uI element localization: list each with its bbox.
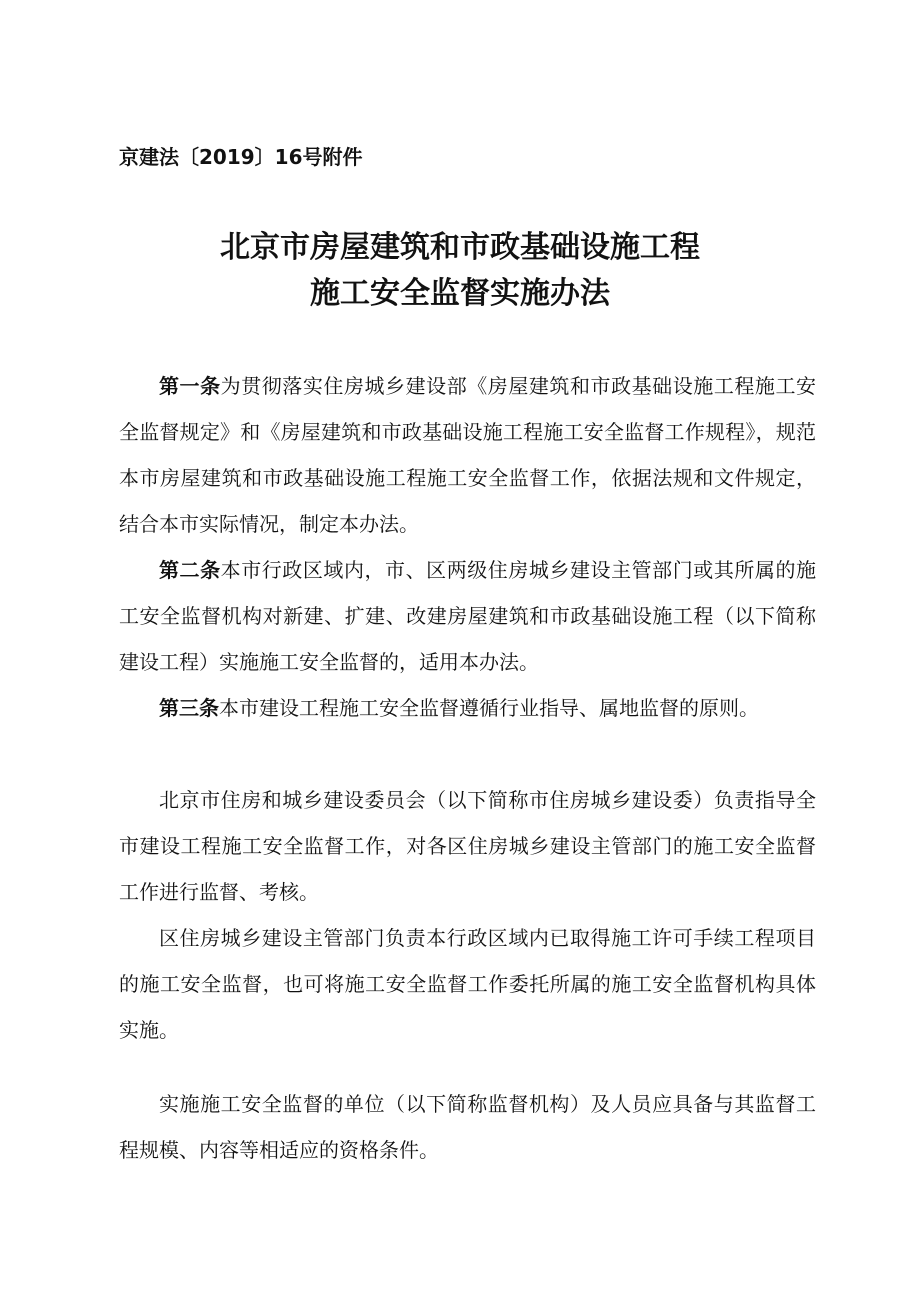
body-paragraph-district-departments: 区住房城乡建设主管部门负责本行政区域内已取得施工许可手续工程项目的施工安全监督，也可将施工安全监督工作委托所属的施工安全监督机构具体实施。 — [119, 926, 816, 1042]
document-title-line-2: 施工安全监督实施办法 — [310, 276, 610, 311]
article-1-text: 为贯彻落实住房城乡建设部《房屋建筑和市政基础设施工程施工安全监督规定》和《房屋建筑和市政基础设施工程施工安全监督工作规程》，规范本市房屋建筑和市政基础设施工程施工安全监督工作，依据法规和文件规定，结合本市实际情况，制定本办法。 — [119, 374, 817, 536]
article-2-label: 第二条 — [159, 558, 221, 582]
document-title-line-1: 北京市房屋建筑和市政基础设施工程 — [220, 230, 700, 265]
article-1-label: 第一条 — [159, 374, 221, 398]
article-3-label: 第三条 — [159, 696, 219, 720]
article-2-text: 本市行政区域内，市、区两级住房城乡建设主管部门或其所属的施工安全监督机构对新建、扩建、改建房屋建筑和市政基础设施工程（以下简称建设工程）实施施工安全监督的，适用本办法。 — [119, 558, 817, 674]
body-paragraph-city-commission: 北京市住房和城乡建设委员会（以下简称市住房城乡建设委）负责指导全市建设工程施工安全监督工作，对各区住房城乡建设主管部门的施工安全监督工作进行监督、考核。 — [119, 788, 816, 904]
body-paragraph-supervision-qualifications: 实施施工安全监督的单位（以下简称监督机构）及人员应具备与其监督工程规模、内容等相适应的资格条件。 — [119, 1092, 816, 1162]
article-2-paragraph — [119, 547, 816, 685]
article-3-paragraph — [119, 685, 816, 731]
document-reference-number: 京建法〔2019〕16号附件 — [119, 145, 363, 169]
article-3-text: 本市建设工程施工安全监督遵循行业指导、属地监督的原则。 — [219, 696, 759, 720]
article-1-paragraph — [119, 363, 816, 547]
